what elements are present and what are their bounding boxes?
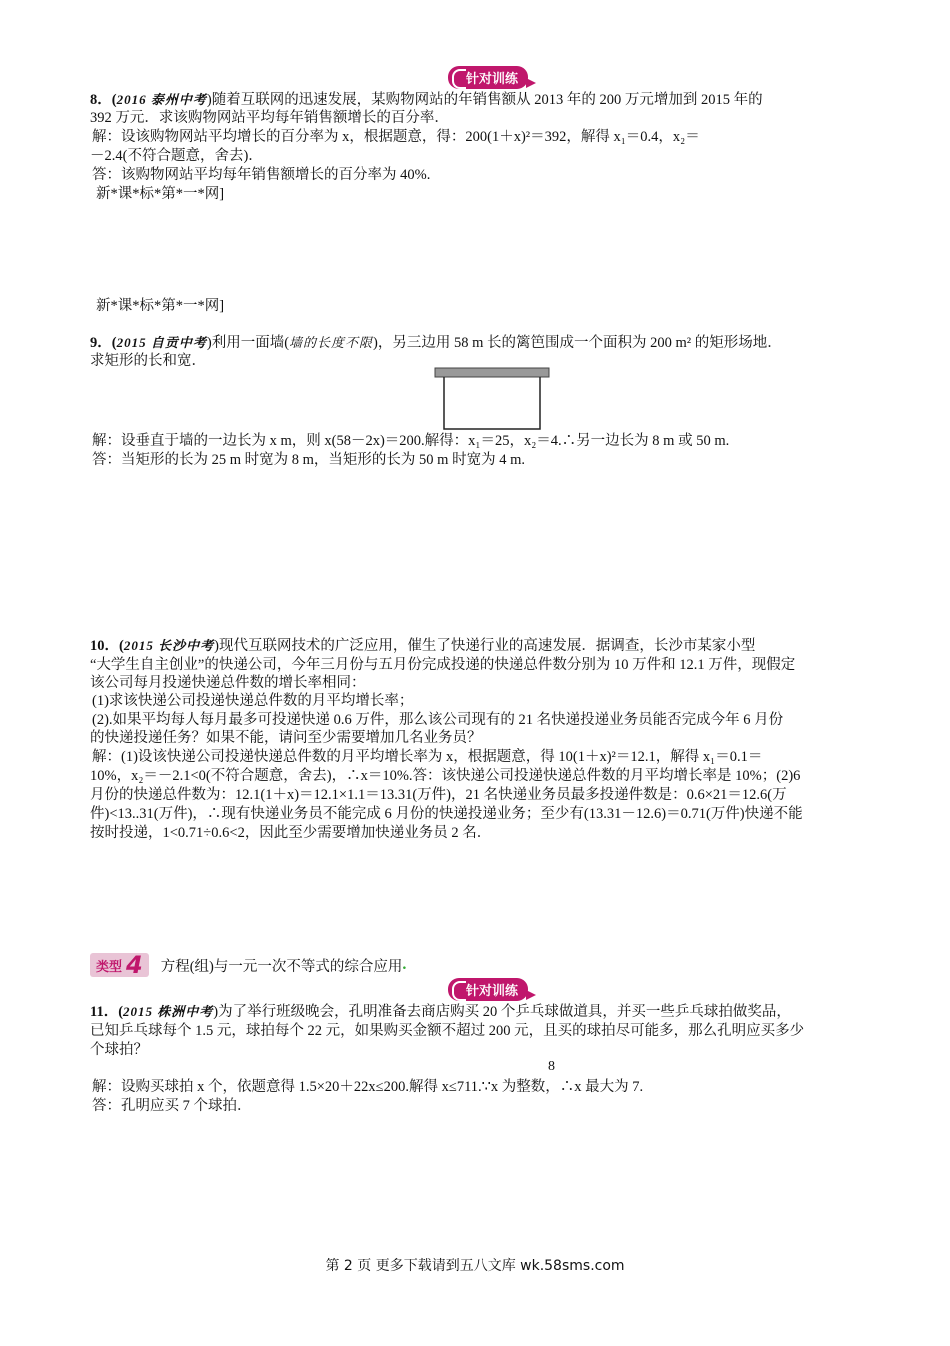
q11-answer: 答：孔明应买 7 个球拍． xyxy=(92,1098,252,1114)
q8-source: 2016 泰州中考 xyxy=(116,92,207,107)
q10-part2-line2: 的快递投递任务？如果不能，请问至少需要增加几名业务员？ xyxy=(90,730,482,746)
watermark-text: 新*课*标*第*一*网] xyxy=(96,186,225,202)
q10-solution-line2: 10%，x₂＝－2.1<0(不符合题意，舍去)，∴x＝10%.答：该快递公司投递快递总件数的月平均增长率是 10%；(2)6 xyxy=(90,768,801,784)
wall-fence-diagram xyxy=(434,367,550,431)
q10-solution-line1: 解：(1)设该快递公司投递快递总件数的月平均增长率为 x，根据题意，得 10(1＋x)²＝12.1，解得 x₁＝0.1＝ xyxy=(92,749,763,765)
q11-fraction-numerator: 8 xyxy=(548,1059,555,1074)
q8-answer: 答：该购物网站平均每年销售额增长的百分率为 40%. xyxy=(92,167,431,183)
type4-badge: 类型 4 xyxy=(90,953,149,977)
type4-header: 类型 4 方程(组)与一元一次不等式的综合应用 . xyxy=(90,954,406,976)
q9-stem-line1: 9．(2015 自贡中考)利用一面墙(墙的长度不限)，另三边用 58 m 长的篱笆围成一个面积为 200 m² 的矩形场地． xyxy=(90,335,782,351)
q9-answer: 答：当矩形的长为 25 m 时宽为 8 m，当矩形的长为 50 m 时宽为 4 m. xyxy=(92,452,525,468)
practice-badge xyxy=(448,978,536,1000)
type4-title: 方程(组)与一元一次不等式的综合应用 xyxy=(160,958,403,975)
practice-badge-label: 针对训练 xyxy=(448,66,528,89)
q11-source: 2015 株洲中考 xyxy=(123,1004,214,1019)
practice-badge-label: 针对训练 xyxy=(448,978,528,1001)
q11-stem-line1: 11．(2015 株洲中考)为了举行班级晚会，孔明准备去商店购买 20 个乒乓球做道具，并买一些乒乓球拍做奖品， xyxy=(90,1004,791,1020)
q8-solution-line1: 解：设该购物网站平均增长的百分率为 x，根据题意，得：200(1＋x)²＝392，解得 x₁＝0.4，x₂＝ xyxy=(92,129,700,145)
page-footer: 第 2 页 更多下载请到五八文库 wk.58sms.com xyxy=(325,1258,625,1274)
q10-source: 2015 长沙中考 xyxy=(123,638,215,653)
q10-stem-line3: 该公司每月投递快递总件数的增长率相同： xyxy=(90,675,366,691)
q9-source: 2015 自贡中考 xyxy=(116,335,207,350)
q10-solution-line3: 月份的快递总件数为：12.1(1＋x)＝12.1×1.1＝13.31(万件)，21 名快递业务员最多投递件数是：0.6×21＝12.6(万 xyxy=(90,787,787,803)
q9-stem-line2: 求矩形的长和宽． xyxy=(90,353,206,369)
q8-stem-line1: 8．(2016 泰州中考)随着互联网的迅速发展，某购物网站的年销售额从 2013 年的 200 万元增加到 2015 年的 xyxy=(90,92,763,108)
q11-stem-line3: 个球拍？ xyxy=(90,1042,148,1058)
q10-stem-line2: “大学生自主创业”的快递公司，今年三月份与五月份完成投递的快递总件数分别为 10 万件和 12.1 万件，现假定 xyxy=(90,657,796,673)
q11-stem-line2: 已知乒乓球每个 1.5 元，球拍每个 22 元，如果购买金额不超过 200 元，且买的球拍尽可能多，那么孔明应买多少 xyxy=(90,1023,805,1039)
q8-solution-line2: －2.4(不符合题意，舍去)． xyxy=(90,148,263,164)
q10-part2-line1: (2).如果平均每人每月最多可投递快递 0.6 万件，那么该公司现有的 21 名快递投递业务员能否完成今年 6 月份 xyxy=(92,712,784,728)
q10-solution-line4: 件)<13..31(万件)，∴现有快递业务员不能完成 6 月份的快递投递业务；至少有(13.31－12.6)＝0.71(万件)快递不能 xyxy=(90,806,803,822)
q10-part1: (1)求该快递公司投递快递总件数的月平均增长率； xyxy=(92,693,414,709)
q9-solution: 解：设垂直于墙的一边长为 x m，则 x(58－2x)＝200.解得：x₁＝25，x₂＝4.∴另一边长为 8 m 或 50 m. xyxy=(92,433,730,449)
fence-shape xyxy=(444,377,540,429)
watermark-text: 新*课*标*第*一*网] xyxy=(96,298,225,314)
practice-badge xyxy=(448,66,536,88)
wall-shape xyxy=(435,368,549,377)
q11-solution: 解：设购买球拍 x 个，依题意得 1.5×20＋22x≤200.解得 x≤711.∵x 为整数，∴x 最大为 7. xyxy=(92,1079,644,1095)
q10-solution-line5: 按时投递，1<0.71÷0.6<2，因此至少需要增加快递业务员 2 名． xyxy=(90,825,492,841)
q8-stem-line2: 392 万元．求该购物网站平均每年销售额增长的百分率． xyxy=(90,110,449,126)
q10-stem-line1: 10．(2015 长沙中考)现代互联网技术的广泛应用，催生了快递行业的高速发展．据调查，长沙市某家小型 xyxy=(90,638,756,654)
